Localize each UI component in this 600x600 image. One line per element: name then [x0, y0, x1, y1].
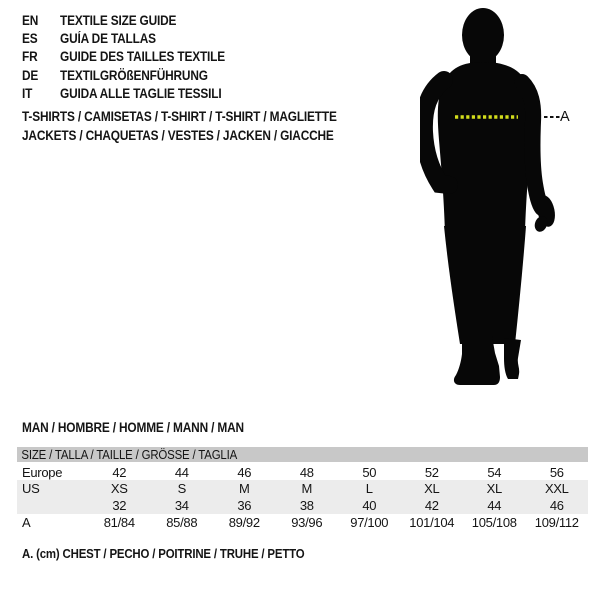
- man-silhouette-svg: [420, 8, 565, 393]
- size-cell: 56: [549, 464, 564, 480]
- language-code: ES: [22, 30, 38, 46]
- language-list: [22, 11, 248, 102]
- back-foot-shape: [504, 338, 521, 379]
- size-cell: L: [365, 481, 373, 496]
- size-cell: M: [238, 481, 250, 496]
- language-label: TEXTILE SIZE GUIDE: [60, 12, 177, 28]
- language-row-en: [22, 11, 248, 29]
- size-cell: 42: [424, 498, 439, 513]
- size-cell: M: [301, 481, 313, 496]
- language-label: GUIDE DES TAILLES TEXTILE: [60, 49, 226, 65]
- language-label: GUÍA DE TALLAS: [60, 30, 156, 46]
- language-row-de: [22, 66, 248, 84]
- row-label: A: [22, 515, 31, 530]
- size-cell: 81/84: [103, 515, 135, 530]
- man-silhouette-figure: [420, 8, 565, 393]
- size-cell: 109/112: [534, 515, 579, 530]
- language-label: GUIDA ALLE TAGLIE TESSILI: [60, 85, 222, 101]
- size-cell: XXL: [544, 481, 569, 496]
- size-cell: 101/104: [409, 515, 455, 530]
- size-cell: 34: [174, 498, 189, 513]
- size-cell: 40: [362, 498, 377, 513]
- size-row-us: [17, 480, 588, 497]
- size-cell: 50: [362, 464, 377, 480]
- size-cell: 44: [174, 464, 189, 480]
- size-table-header: SIZE / TALLA / TAILLE / GRÖSSE / TAGLIA: [17, 447, 588, 463]
- category-line-jackets: JACKETS / CHAQUETAS / VESTES / JACKEN / GIACCHE: [22, 127, 334, 143]
- size-cell: 89/92: [228, 515, 260, 530]
- size-cell: 85/88: [166, 515, 198, 530]
- size-cell: 93/96: [291, 515, 323, 530]
- size-cell: 52: [424, 464, 439, 480]
- size-cell: 97/100: [350, 515, 389, 530]
- language-code: FR: [22, 49, 38, 65]
- size-cell: 46: [549, 498, 564, 513]
- size-cell: 32: [112, 498, 127, 513]
- language-row-it: [22, 84, 248, 102]
- man-silhouette: [424, 8, 558, 385]
- language-row-fr: [22, 48, 248, 66]
- size-table: [17, 447, 588, 531]
- category-line-tshirts: T-SHIRTS / CAMISETAS / T-SHIRT / T-SHIRT / MAGLIETTE: [22, 109, 337, 124]
- language-code: IT: [22, 85, 33, 101]
- size-cell: XS: [110, 481, 128, 496]
- size-row-europe: [17, 463, 588, 480]
- section-title-man: MAN / HOMBRE / HOMME / MANN / MAN: [22, 420, 244, 435]
- size-cell: 46: [237, 464, 252, 480]
- row-label: Europe: [22, 464, 63, 480]
- size-cell: 44: [487, 498, 502, 513]
- language-code: EN: [22, 12, 39, 28]
- size-cell: 42: [112, 464, 127, 480]
- size-row-numeric: [17, 497, 588, 514]
- language-label: TEXTILGRÖßENFÜHRUNG: [60, 67, 208, 83]
- size-cell: XL: [486, 481, 502, 496]
- language-code: DE: [22, 67, 39, 83]
- legs-shape: [444, 226, 526, 344]
- size-cell: 38: [299, 498, 314, 513]
- size-cell: 54: [487, 464, 502, 480]
- size-cell: 36: [237, 498, 252, 513]
- footer-note: A. (cm) CHEST / PECHO / POITRINE / TRUHE / PETTO: [22, 546, 305, 561]
- size-row-chest-a: [17, 514, 588, 531]
- row-label: [17, 497, 88, 514]
- size-cell: 105/108: [471, 515, 517, 530]
- category-lines: [22, 108, 380, 145]
- size-cell: S: [177, 481, 186, 496]
- row-label: US: [22, 481, 40, 496]
- size-cell: XL: [424, 481, 440, 496]
- size-cell: 48: [299, 464, 314, 480]
- language-row-es: [22, 29, 248, 47]
- size-table-header-row: [17, 447, 588, 463]
- measure-label-a: A: [560, 109, 570, 125]
